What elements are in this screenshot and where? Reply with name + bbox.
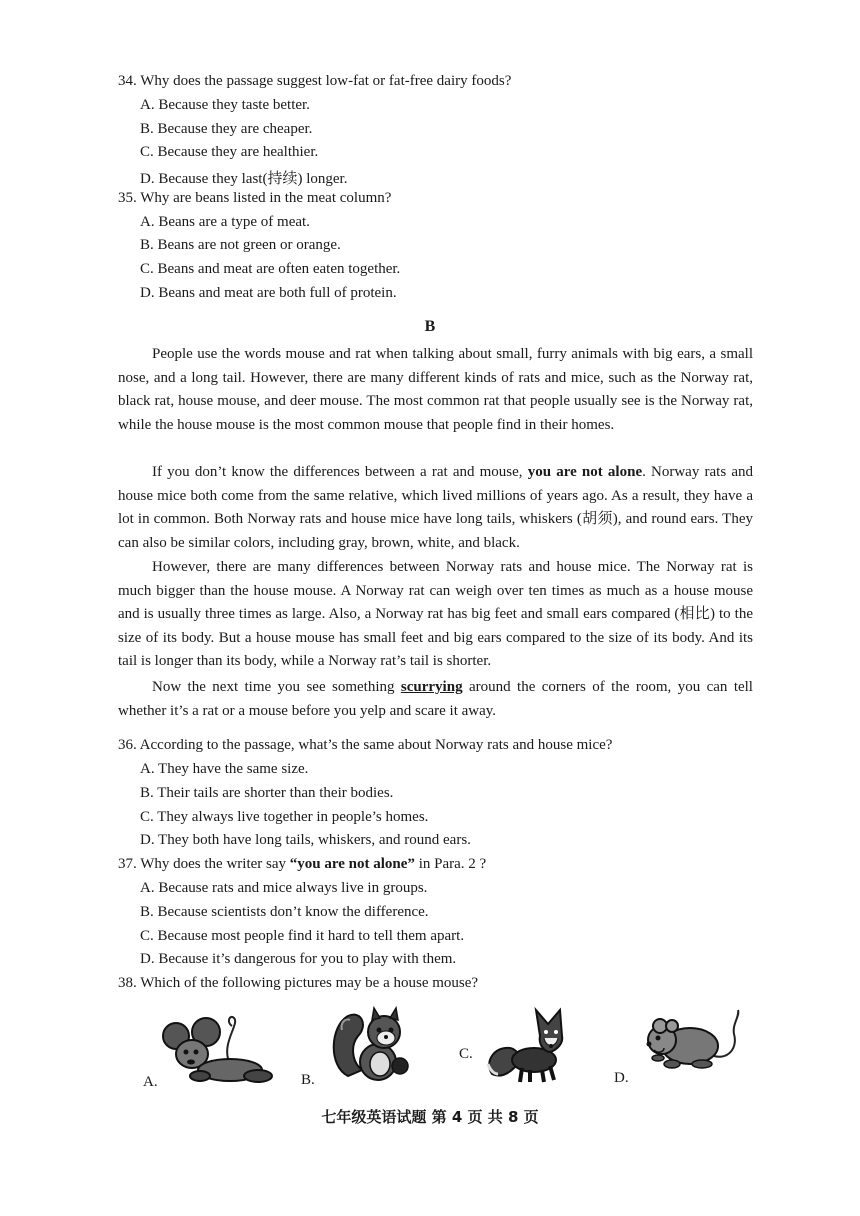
question-36-stem: 36. According to the passage, what’s the same about Norway rats and house mice? [118,737,613,753]
picture-d-label: D. [614,1070,629,1086]
picture-b-label: B. [301,1072,315,1088]
emphasis-you-are-not-alone: you are not alone [527,464,643,480]
question-34-option-a: A. Because they taste better. [140,97,310,113]
paragraph-4-text-end: around the corners of the room, you can tell whether it’s a rat or a mouse before you yelp and scare it away. [118,679,753,719]
question-37-quoted-phrase: “you are not alone” [289,856,415,872]
question-36-option-a: A. They have the same size. [140,761,309,777]
question-36-option-d: D. They both have long tails, whiskers, and round ears. [140,832,471,848]
cartoon-mouse-icon [160,1014,280,1086]
question-35-option-d: D. Beans and meat are both full of protein. [140,285,397,301]
underlined-word-scurrying: scurrying [400,679,463,695]
question-37-stem-end: in Para. 2 ? [414,856,487,872]
question-35-option-c: C. Beans and meat are often eaten together. [140,261,401,277]
passage-paragraph-2 [118,461,753,555]
squirrel-icon [328,1006,414,1086]
fox-icon [484,1002,580,1086]
question-35-stem: 35. Why are beans listed in the meat column? [118,190,392,206]
question-37-option-c: C. Because most people find it hard to tell them apart. [140,928,465,944]
passage-paragraph-1: People use the words mouse and rat when talking about small, furry animals with big ears, a small nose, and a long tail. However, there are many different kinds of rats and mice, such as the Norway rat, black rat, house mouse, and deer mouse. The most common rat that people usually see is the Norway rat, while the house mouse is the most common mouse that people find in their homes. [118,346,753,433]
rat-icon [640,1006,750,1078]
question-37-stem [118,856,486,873]
question-37-option-d: D. Because it’s dangerous for you to play with them. [140,951,457,967]
question-36-option-c: C. They always live together in people’s homes. [140,809,429,825]
picture-a-label: A. [143,1074,158,1090]
paragraph-2-text-start: If you don’t know the differences between a rat and mouse, [152,464,528,480]
paragraph-4-text-start: Now the next time you see something [152,679,401,695]
question-35-option-a: A. Beans are a type of meat. [140,214,310,230]
question-35-option-b: B. Beans are not green or orange. [140,237,341,253]
page-footer: 七年级英语试题 第 4 页 共 8 页 [321,1108,539,1126]
picture-c-label: C. [459,1046,473,1062]
question-34-option-b: B. Because they are cheaper. [140,121,313,137]
question-34-option-c: C. Because they are healthier. [140,144,319,160]
paragraph-2-text-end: . Norway rats and house mice both come from the same relative, which lived millions of years ago. As a result, they have a lot in common. Both Norway rats and house mice have long tails, whiskers (胡须), and round ears. They can also be similar colors, including gray, brown, white, and black. [118,464,753,551]
question-36-option-b: B. Their tails are shorter than their bodies. [140,785,394,801]
question-37-option-a: A. Because rats and mice always live in groups. [140,880,428,896]
passage-paragraph-4 [118,676,753,723]
question-37-option-b: B. Because scientists don’t know the difference. [140,904,429,920]
question-34-option-d: D. Because they last(持续) longer. [140,171,348,187]
question-34-stem: 34. Why does the passage suggest low-fat or fat-free dairy foods? [118,73,512,89]
question-38-stem: 38. Which of the following pictures may be a house mouse? [118,975,479,991]
question-37-stem-start: 37. Why does the writer say [118,856,290,872]
passage-paragraph-3: However, there are many differences between Norway rats and house mice. The Norway rat is much bigger than the house mouse. A Norway rat can weigh over ten times as much as a house mouse and is usually three times as large. Also, a Norway rat has big feet and small ears compared (相比) to the size of its body. But a house mouse has small feet and big ears compared to the size of its body. And its tail is longer than its body, while a Norway rat’s tail is shorter. [118,559,753,670]
section-title: B [424,318,436,335]
